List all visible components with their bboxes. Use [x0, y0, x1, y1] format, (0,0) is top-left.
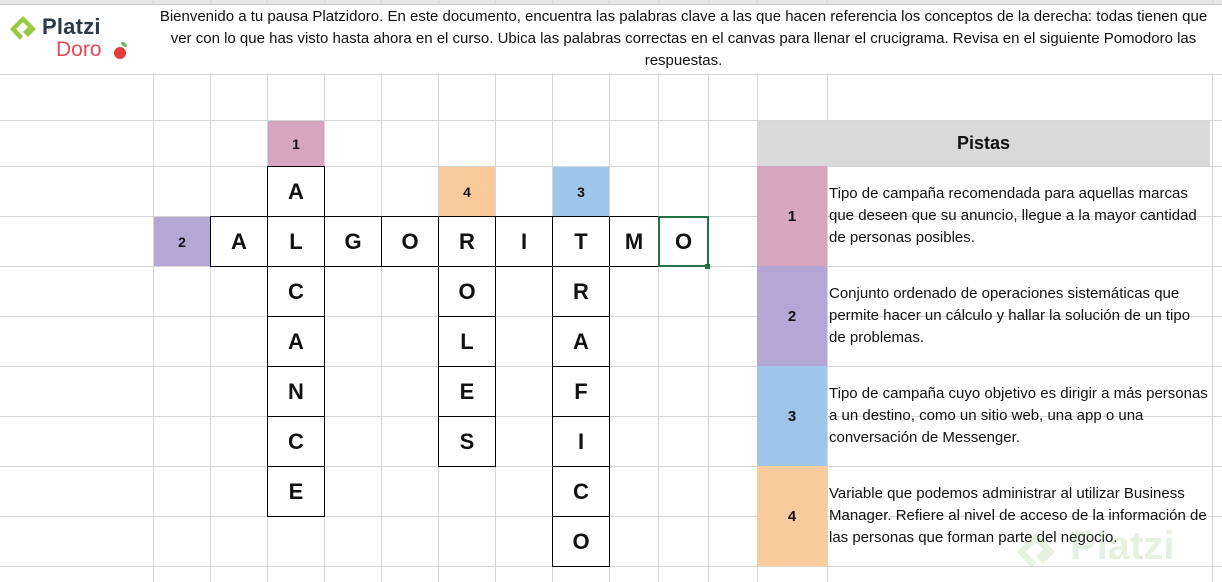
pista-number-3: 3 — [757, 366, 827, 466]
crossword-cell[interactable]: R — [438, 216, 496, 267]
crossword-cell[interactable]: S — [438, 416, 496, 467]
crossword-cell[interactable]: A — [267, 166, 325, 217]
crossword-cell[interactable]: A — [210, 216, 268, 267]
crossword-cell[interactable]: F — [552, 366, 610, 417]
crossword-cell[interactable]: I — [495, 216, 553, 267]
grid-line — [210, 0, 211, 582]
watermark-text: Platzi — [1070, 524, 1175, 568]
grid-line — [708, 0, 709, 582]
crossword-cell[interactable]: E — [438, 366, 496, 417]
crossword-cell[interactable]: O — [438, 266, 496, 317]
grid-line — [1212, 0, 1213, 582]
logo-text-doro: Doro — [56, 38, 102, 61]
pistas-header: Pistas — [757, 121, 1210, 166]
crossword-cell[interactable]: O — [552, 516, 610, 567]
crossword-cell[interactable]: C — [267, 416, 325, 467]
leaf-icon — [121, 42, 127, 47]
pista-text-2-content: Conjunto ordenado de operaciones sistemáticas que permite hacer un cálculo y hallar la solución de un tipo de problemas. — [829, 285, 1191, 346]
crossword-cell[interactable]: C — [267, 266, 325, 317]
crossword-cell[interactable]: A — [267, 316, 325, 367]
pista-text-3-content: Tipo de campaña cuyo objetivo es dirigir a más personas a un destino, como un sitio web, una app o una conversación de Messenger. — [829, 385, 1208, 446]
pista-text-2 — [829, 266, 1209, 366]
crossword-cell[interactable]: E — [267, 466, 325, 517]
pista-number-2: 2 — [757, 266, 827, 366]
platzi-doro-logo — [4, 8, 144, 64]
crossword-cell[interactable]: G — [324, 216, 382, 267]
crossword-cell[interactable]: A — [552, 316, 610, 367]
selection-fill-handle[interactable] — [705, 264, 710, 269]
pista-text-4-content: Variable que podemos administrar al utilizar Business Manager. Refiere al nivel de acceso de la información de las personas que forman parte del negocio. — [829, 485, 1207, 546]
intro-instructions: Bienvenido a tu pausa Platzidoro. En este documento, encuentra las palabras clave a las que hacen referencia los conceptos de la derecha: todas tienen que ver con lo que has visto hasta ahora en el curso. Ubica las palabras correctas en el canvas para llenar el crucigrama. Revisa en el siguiente Pomodoro las respuestas. — [153, 5, 1214, 73]
crossword-cell[interactable]: N — [267, 366, 325, 417]
clue-number-4-cell[interactable]: 4 — [439, 167, 495, 216]
clue-number-2-cell[interactable]: 2 — [154, 217, 210, 266]
pista-text-3 — [829, 366, 1209, 466]
pista-text-1 — [829, 166, 1209, 266]
clue-number-3-cell[interactable]: 3 — [553, 167, 609, 216]
crossword-cell[interactable]: L — [267, 216, 325, 267]
crossword-cell[interactable]: I — [552, 416, 610, 467]
grid-line — [381, 0, 382, 582]
tomato-icon — [114, 47, 126, 59]
crossword-cell[interactable]: L — [438, 316, 496, 367]
crossword-cell[interactable]: M — [609, 216, 659, 267]
platzi-watermark — [1008, 520, 1218, 580]
pista-number-1: 1 — [757, 166, 827, 266]
crossword-cell[interactable]: O — [381, 216, 439, 267]
pista-number-4: 4 — [757, 466, 827, 566]
crossword-cell[interactable]: C — [552, 466, 610, 517]
grid-line — [0, 74, 1222, 75]
platzi-logo-icon — [8, 14, 38, 44]
logo-text-platzi: Platzi — [42, 14, 101, 39]
platzi-watermark-icon — [1014, 530, 1058, 574]
grid-line — [827, 0, 828, 582]
crossword-cell[interactable]: R — [552, 266, 610, 317]
grid-line — [658, 0, 659, 582]
grid-line — [153, 0, 154, 582]
crossword-cell-selected[interactable]: O — [658, 216, 709, 267]
pista-text-1-content: Tipo de campaña recomendada para aquellas marcas que deseen que su anuncio, llegue a la mayor cantidad de personas posibles. — [829, 185, 1197, 246]
crossword-cell[interactable]: T — [552, 216, 610, 267]
clue-number-1-cell[interactable]: 1 — [268, 121, 324, 166]
